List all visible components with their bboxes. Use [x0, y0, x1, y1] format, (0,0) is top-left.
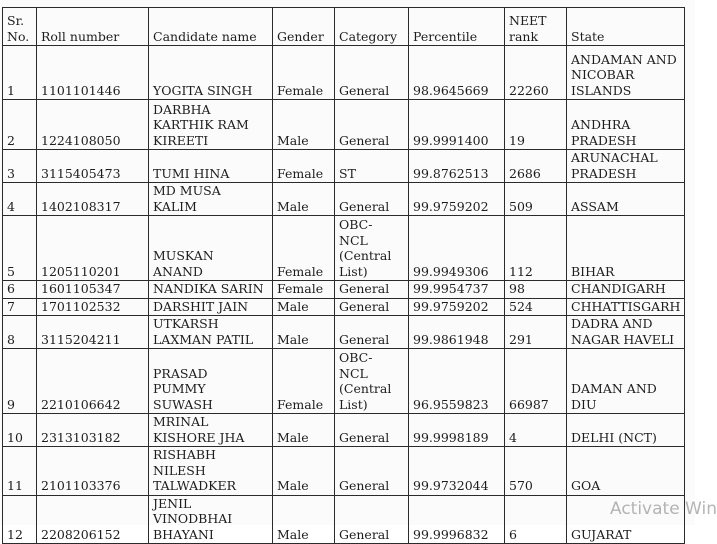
category-cell: General [335, 100, 409, 150]
percentile-cell: 99.9759202 [409, 183, 505, 216]
table-row [3, 495, 685, 544]
gender-cell: Male [273, 100, 335, 150]
roll-number-cell: 1224108050 [37, 100, 149, 150]
roll-number-cell: 1205110201 [37, 216, 149, 281]
table-row [3, 150, 685, 183]
state-cell: ANDAMAN AND NICOBAR ISLANDS [567, 46, 685, 100]
table-row [3, 414, 685, 447]
table-row [3, 216, 685, 281]
table-row [3, 316, 685, 349]
candidate-name-cell: PRASAD PUMMY SUWASH [149, 349, 273, 414]
percentile-cell: 96.9559823 [409, 349, 505, 414]
gender-cell: Female [273, 349, 335, 414]
neet-rank-cell: 19 [505, 100, 567, 150]
gender-cell: Female [273, 150, 335, 183]
neet-rank-cell: 6 [505, 495, 567, 544]
percentile-cell: 99.9998189 [409, 414, 505, 447]
candidate-name-cell: RISHABH NILESH TALWADKER [149, 447, 273, 496]
state-cell: DADRA AND NAGAR HAVELI [567, 316, 685, 349]
gender-cell: Male [273, 447, 335, 496]
neet-rank-cell: 22260 [505, 46, 567, 100]
category-cell: OBC- NCL (Central List) [335, 349, 409, 414]
state-cell: ASSAM [567, 183, 685, 216]
state-cell: DAMAN AND DIU [567, 349, 685, 414]
header-percentile: Percentile [409, 8, 505, 46]
sr-no-cell: 1 [3, 46, 37, 100]
category-cell: General [335, 316, 409, 349]
header-state: State [567, 8, 685, 46]
roll-number-cell: 3115405473 [37, 150, 149, 183]
candidate-name-cell: DARSHIT JAIN [149, 298, 273, 316]
roll-number-cell: 1601105347 [37, 281, 149, 299]
header-sr-no: Sr. No. [3, 8, 37, 46]
sr-no-cell: 10 [3, 414, 37, 447]
category-cell: General [335, 46, 409, 100]
candidate-name-cell: UTKARSH LAXMAN PATIL [149, 316, 273, 349]
table-body [3, 46, 685, 544]
state-cell: CHHATTISGARH [567, 298, 685, 316]
category-cell: OBC- NCL (Central List) [335, 216, 409, 281]
roll-number-cell: 2208206152 [37, 495, 149, 544]
candidate-name-cell: JENIL VINODBHAI BHAYANI [149, 495, 273, 544]
sr-no-cell: 9 [3, 349, 37, 414]
candidate-name-cell: TUMI HINA [149, 150, 273, 183]
candidate-name-cell: MUSKAN ANAND [149, 216, 273, 281]
sr-no-cell: 8 [3, 316, 37, 349]
candidate-name-cell: NANDIKA SARIN [149, 281, 273, 299]
table-row [3, 298, 685, 316]
gender-cell: Male [273, 316, 335, 349]
sr-no-cell: 2 [3, 100, 37, 150]
state-cell: GOA [567, 447, 685, 496]
roll-number-cell: 3115204211 [37, 316, 149, 349]
neet-rank-cell: 291 [505, 316, 567, 349]
category-cell: General [335, 414, 409, 447]
table-row [3, 46, 685, 100]
percentile-cell: 99.9991400 [409, 100, 505, 150]
percentile-cell: 99.9954737 [409, 281, 505, 299]
header-roll-number: Roll number [37, 8, 149, 46]
table-row [3, 281, 685, 299]
percentile-cell: 99.9949306 [409, 216, 505, 281]
category-cell: ST [335, 150, 409, 183]
header-neet-rank: NEET rank [505, 8, 567, 46]
neet-rank-cell: 570 [505, 447, 567, 496]
table-row [3, 183, 685, 216]
state-cell: CHANDIGARH [567, 281, 685, 299]
percentile-cell: 99.9861948 [409, 316, 505, 349]
table-row [3, 100, 685, 150]
neet-rank-cell: 509 [505, 183, 567, 216]
gender-cell: Female [273, 281, 335, 299]
header-category: Category [335, 8, 409, 46]
gender-cell: Male [273, 495, 335, 544]
state-cell: BIHAR [567, 216, 685, 281]
percentile-cell: 98.9645669 [409, 46, 505, 100]
category-cell: General [335, 447, 409, 496]
roll-number-cell: 2101103376 [37, 447, 149, 496]
sr-no-cell: 12 [3, 495, 37, 544]
category-cell: General [335, 183, 409, 216]
gender-cell: Male [273, 298, 335, 316]
candidate-name-cell: MRINAL KISHORE JHA [149, 414, 273, 447]
table-row [3, 349, 685, 414]
state-cell: GUJARAT [567, 495, 685, 544]
percentile-cell: 99.9996832 [409, 495, 505, 544]
candidate-name-cell: MD MUSA KALIM [149, 183, 273, 216]
sr-no-cell: 4 [3, 183, 37, 216]
gender-cell: Male [273, 183, 335, 216]
gender-cell: Male [273, 414, 335, 447]
candidate-name-cell: YOGITA SINGH [149, 46, 273, 100]
neet-rank-cell: 524 [505, 298, 567, 316]
neet-rank-cell: 98 [505, 281, 567, 299]
neet-rank-cell: 66987 [505, 349, 567, 414]
header-candidate-name: Candidate name [149, 8, 273, 46]
percentile-cell: 99.9759202 [409, 298, 505, 316]
percentile-cell: 99.8762513 [409, 150, 505, 183]
sr-no-cell: 7 [3, 298, 37, 316]
gender-cell: Female [273, 216, 335, 281]
state-cell: ANDHRA PRADESH [567, 100, 685, 150]
neet-rank-cell: 2686 [505, 150, 567, 183]
table-row [3, 447, 685, 496]
sr-no-cell: 6 [3, 281, 37, 299]
results-table [2, 7, 685, 544]
neet-rank-cell: 112 [505, 216, 567, 281]
gender-cell: Female [273, 46, 335, 100]
roll-number-cell: 2313103182 [37, 414, 149, 447]
sr-no-cell: 3 [3, 150, 37, 183]
category-cell: General [335, 281, 409, 299]
category-cell: General [335, 495, 409, 544]
category-cell: General [335, 298, 409, 316]
percentile-cell: 99.9732044 [409, 447, 505, 496]
candidate-name-cell: DARBHA KARTHIK RAM KIREETI [149, 100, 273, 150]
roll-number-cell: 2210106642 [37, 349, 149, 414]
neet-rank-cell: 4 [505, 414, 567, 447]
roll-number-cell: 1701102532 [37, 298, 149, 316]
header-row [3, 8, 685, 46]
activation-watermark: Activate Win [609, 499, 717, 519]
state-cell: ARUNACHAL PRADESH [567, 150, 685, 183]
state-cell: DELHI (NCT) [567, 414, 685, 447]
roll-number-cell: 1101101446 [37, 46, 149, 100]
roll-number-cell: 1402108317 [37, 183, 149, 216]
sr-no-cell: 11 [3, 447, 37, 496]
header-gender: Gender [273, 8, 335, 46]
sr-no-cell: 5 [3, 216, 37, 281]
